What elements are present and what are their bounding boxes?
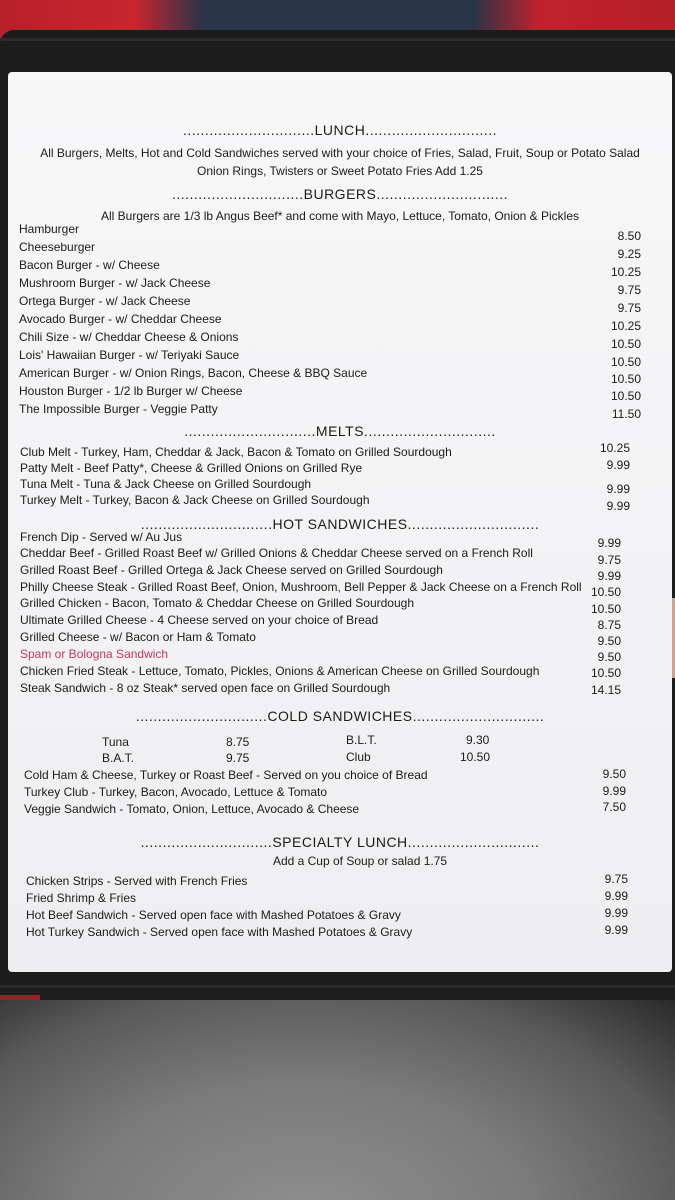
menu-item-name: Avocado Burger - w/ Cheddar Cheese bbox=[19, 312, 222, 326]
menu-item-price: 9.99 bbox=[602, 784, 626, 798]
menu-item-name: Bacon Burger - w/ Cheese bbox=[19, 258, 160, 272]
menu-item-price: 9.75 bbox=[597, 553, 621, 567]
binder-edge bbox=[0, 985, 675, 988]
menu-item-price: 8.50 bbox=[617, 229, 641, 243]
menu-item-name: American Burger - w/ Onion Rings, Bacon, Cheese & BBQ Sauce bbox=[19, 366, 368, 380]
menu-item-price: 10.50 bbox=[590, 666, 621, 680]
burgers-note: All Burgers are 1/3 lb Angus Beef* and come with Mayo, Lettuce, Tomato, Onion & Pickles bbox=[100, 209, 580, 223]
menu-item-name: Chicken Fried Steak - Lettuce, Tomato, Pickles, Onions & American Cheese on Grilled Sourdough bbox=[20, 664, 540, 678]
binder-edge bbox=[0, 38, 675, 41]
menu-item-price: 9.75 bbox=[604, 872, 628, 886]
section-title-burgers: ..............................BURGERS.............................. bbox=[171, 186, 509, 202]
menu-item-name: B.A.T. bbox=[102, 751, 135, 765]
menu-item-name: Steak Sandwich - 8 oz Steak* served open face on Grilled Sourdough bbox=[20, 681, 391, 695]
menu-item-name: Grilled Cheese - w/ Bacon or Ham & Tomato bbox=[20, 630, 256, 644]
menu-page bbox=[8, 72, 672, 972]
menu-item-name: Hot Turkey Sandwich - Served open face with Mashed Potatoes & Gravy bbox=[26, 925, 413, 939]
menu-item-price: 10.50 bbox=[590, 585, 621, 599]
menu-item-price: 9.99 bbox=[606, 482, 630, 496]
menu-item-price: 9.30 bbox=[466, 733, 490, 747]
lunch-note: All Burgers, Melts, Hot and Cold Sandwiches served with your choice of Fries, Salad, Fruit, Soup or Potato Salad bbox=[40, 146, 640, 160]
menu-item-name: Turkey Melt - Turkey, Bacon & Jack Cheese on Grilled Sourdough bbox=[20, 493, 370, 507]
menu-item-price: 11.50 bbox=[611, 407, 641, 421]
menu-item-name: Cheddar Beef - Grilled Roast Beef w/ Grilled Onions & Cheddar Cheese served on a French Roll bbox=[20, 546, 533, 560]
menu-item-price: 10.50 bbox=[460, 750, 491, 764]
menu-item-name: Turkey Club - Turkey, Bacon, Avocado, Lettuce & Tomato bbox=[24, 785, 328, 799]
menu-item-price: 9.99 bbox=[606, 499, 630, 513]
menu-item-name: Club Melt - Turkey, Ham, Cheddar & Jack, Bacon & Tomato on Grilled Sourdough bbox=[20, 445, 452, 459]
menu-item-price: 9.99 bbox=[604, 889, 628, 903]
menu-item-price: 9.75 bbox=[226, 751, 250, 765]
menu-item-name: Veggie Sandwich - Tomato, Onion, Lettuce, Avocado & Cheese bbox=[24, 802, 360, 816]
menu-item-name: Ortega Burger - w/ Jack Cheese bbox=[19, 294, 191, 308]
menu-item-name: Chili Size - w/ Cheddar Cheese & Onions bbox=[19, 330, 239, 344]
specialty-note: Add a Cup of Soup or salad 1.75 bbox=[272, 854, 448, 868]
menu-item-name: Patty Melt - Beef Patty*, Cheese & Grilled Onions on Grilled Rye bbox=[20, 461, 363, 475]
menu-item-name: Cold Ham & Cheese, Turkey or Roast Beef - Served on you choice of Bread bbox=[24, 768, 428, 782]
menu-item-price: 9.99 bbox=[597, 569, 621, 583]
menu-item-price: 8.75 bbox=[226, 735, 250, 749]
menu-item-price: 9.99 bbox=[597, 536, 621, 550]
lunch-note-sides: Onion Rings, Twisters or Sweet Potato Fries Add 1.25 bbox=[197, 164, 483, 178]
menu-item-name: Hot Beef Sandwich - Served open face with Mashed Potatoes & Gravy bbox=[26, 908, 401, 922]
menu-item-name: B.L.T. bbox=[346, 733, 377, 747]
menu-item-name: Houston Burger - 1/2 lb Burger w/ Cheese bbox=[19, 384, 243, 398]
menu-item-name: Mushroom Burger - w/ Jack Cheese bbox=[19, 276, 211, 290]
menu-item-name: Tuna bbox=[102, 735, 129, 749]
menu-item-price: 9.50 bbox=[597, 634, 621, 648]
menu-item-name: Club bbox=[346, 750, 371, 764]
menu-item-name: Spam or Bologna Sandwich bbox=[20, 647, 169, 661]
section-title-hot-sandwiches: ..............................HOT SANDWICHES.............................. bbox=[140, 516, 540, 532]
section-title-cold-sandwiches: ..............................COLD SANDWICHES.............................. bbox=[135, 708, 545, 724]
lap-gray-clothing bbox=[0, 1000, 675, 1200]
menu-item-price: 10.50 bbox=[590, 602, 621, 616]
menu-item-price: 14.15 bbox=[590, 683, 621, 697]
menu-item-name: Ultimate Grilled Cheese - 4 Cheese served on your choice of Bread bbox=[20, 613, 379, 627]
menu-item-name: Cheeseburger bbox=[19, 240, 96, 254]
menu-item-name: French Dip - Served w/ Au Jus bbox=[20, 530, 183, 544]
menu-item-price: 9.75 bbox=[617, 283, 641, 297]
menu-item-price: 9.99 bbox=[604, 923, 628, 937]
menu-item-price: 9.50 bbox=[597, 650, 621, 664]
menu-item-price: 9.25 bbox=[617, 247, 641, 261]
menu-item-name: Hamburger bbox=[19, 222, 80, 236]
menu-item-name: Grilled Chicken - Bacon, Tomato & Cheddar Cheese on Grilled Sourdough bbox=[20, 596, 414, 610]
menu-item-name: Grilled Roast Beef - Grilled Ortega & Jack Cheese served on Grilled Sourdough bbox=[20, 563, 443, 577]
menu-item-price: 8.75 bbox=[597, 618, 621, 632]
menu-item-price: 10.50 bbox=[610, 372, 641, 386]
menu-item-name: Lois' Hawaiian Burger - w/ Teriyaki Sauce bbox=[19, 348, 240, 362]
menu-item-name: Chicken Strips - Served with French Fries bbox=[26, 874, 248, 888]
menu-item-price: 10.25 bbox=[610, 319, 641, 333]
section-title-melts: ..............................MELTS.............................. bbox=[184, 423, 496, 439]
menu-item-price: 7.50 bbox=[602, 800, 626, 814]
menu-item-price: 10.50 bbox=[610, 337, 641, 351]
menu-item-price: 9.50 bbox=[602, 767, 626, 781]
section-title-lunch: ..............................LUNCH.............................. bbox=[182, 122, 498, 138]
menu-item-price: 10.50 bbox=[610, 389, 641, 403]
menu-item-price: 10.25 bbox=[599, 441, 630, 455]
section-title-specialty-lunch: ..............................SPECIALTY LUNCH.............................. bbox=[140, 834, 540, 850]
menu-item-name: Fried Shrimp & Fries bbox=[26, 891, 137, 905]
menu-item-name: Philly Cheese Steak - Grilled Roast Beef, Onion, Mushroom, Bell Pepper & Jack Cheese on a French Roll bbox=[20, 580, 582, 594]
menu-item-price: 9.99 bbox=[604, 906, 628, 920]
menu-item-name: Tuna Melt - Tuna & Jack Cheese on Grilled Sourdough bbox=[20, 477, 312, 491]
menu-item-name: The Impossible Burger - Veggie Patty bbox=[19, 402, 218, 416]
menu-item-price: 10.50 bbox=[610, 355, 641, 369]
menu-item-price: 10.25 bbox=[610, 265, 641, 279]
menu-item-price: 9.99 bbox=[606, 458, 630, 472]
menu-item-price: 9.75 bbox=[617, 301, 641, 315]
